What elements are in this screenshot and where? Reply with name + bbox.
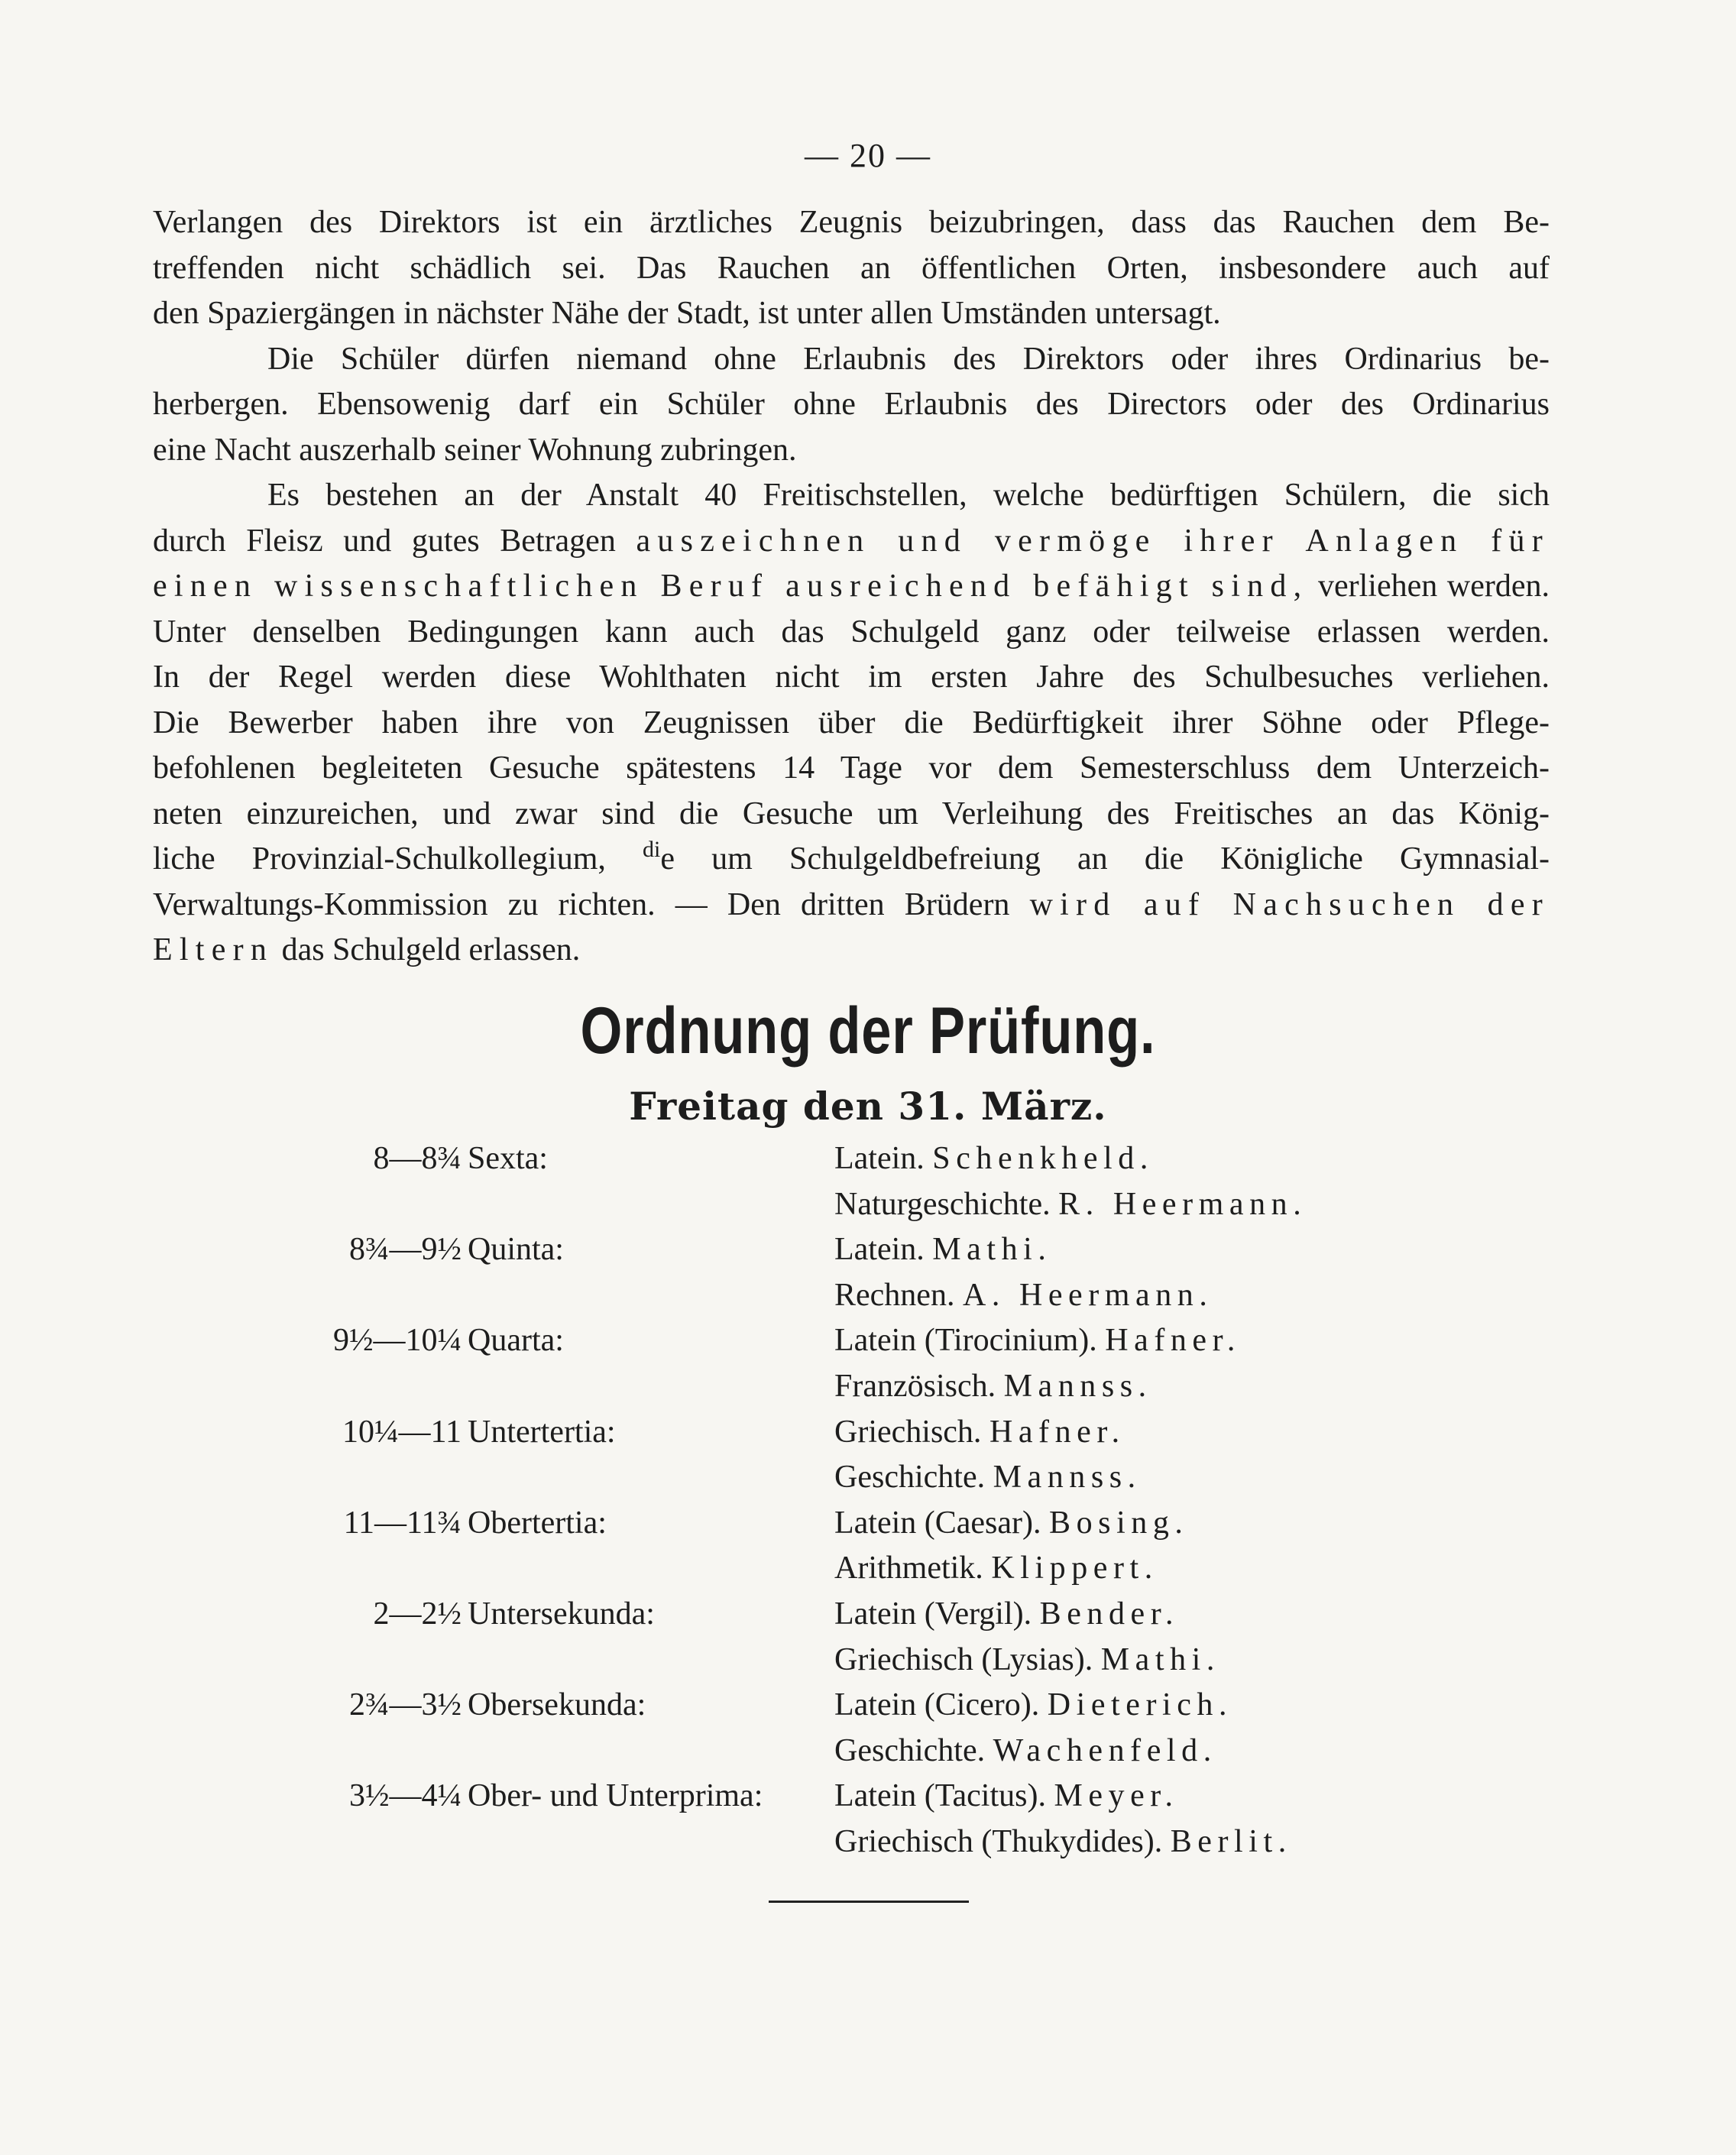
schedule-teacher: Bosing. (1049, 1505, 1189, 1541)
schedule-teacher: Berlit. (1170, 1824, 1292, 1859)
schedule-subject-cell (834, 1181, 1307, 1227)
schedule-subject-cell (834, 1591, 1179, 1637)
text-line (153, 883, 1550, 928)
schedule-subject-cell (834, 1227, 1051, 1272)
schedule-teacher: Hafner. (1105, 1323, 1241, 1359)
schedule-row (0, 1363, 1736, 1409)
schedule-row (0, 1317, 1736, 1363)
text-line (153, 746, 1550, 792)
schedule-subject-cell (834, 1728, 1217, 1774)
text-run: eine Nacht auszerhalb seiner Wohnung zubringen. (153, 432, 797, 468)
text-run: den Spaziergängen in nächster Nähe der Stadt, ist unter allen Umständen untersagt. (153, 296, 1221, 331)
text-run: Unter denselben Bedingungen kann auch das Schulgeld ganz oder teilweise erlassen werden. (153, 614, 1550, 650)
schedule-row (0, 1272, 1736, 1318)
schedule-teacher: Hafner. (989, 1414, 1125, 1450)
schedule-subject-cell (834, 1637, 1220, 1683)
schedule-row (0, 1545, 1736, 1591)
text-run: In der Regel werden diese Wohlthaten nicht im ersten Jahre des Schulbesuches verliehen. (153, 659, 1550, 695)
schedule-class: Untertertia: (468, 1414, 616, 1450)
schedule-class: Quinta: (468, 1232, 564, 1268)
schedule-subject: Arithmetik. (834, 1551, 983, 1586)
schedule-teacher: Bender. (1039, 1596, 1180, 1632)
schedule-subject: Latein (Cicero). (834, 1687, 1040, 1723)
schedule-class: Obersekunda: (468, 1687, 646, 1723)
spaced-emphasis: Eltern (153, 932, 274, 967)
schedule-row (0, 1637, 1736, 1683)
spaced-emphasis: wird auf Nachsuchen der (1029, 886, 1550, 922)
schedule-teacher: Mannss. (993, 1460, 1142, 1496)
text-run: durch Fleisz und gutes Betragen (153, 523, 636, 559)
body-text (153, 200, 1550, 974)
schedule-subject: Geschichte. (834, 1460, 986, 1496)
text-run: herbergen. Ebensowenig darf ein Schüler ohne Erlaubnis des Directors oder des Ordinarius (153, 387, 1550, 422)
schedule-subject-cell (834, 1545, 1158, 1591)
schedule-row (0, 1500, 1736, 1546)
schedule-time: 8—8¾ (373, 1141, 462, 1176)
schedule-row (0, 1181, 1736, 1227)
text-run: Es bestehen an der Anstalt 40 Freitischstellen, welche bedürftigen Schülern, die sich (267, 478, 1550, 513)
schedule-subject-cell (834, 1454, 1142, 1500)
text-line (153, 837, 1550, 883)
schedule-subject: Naturgeschichte. (834, 1186, 1051, 1222)
schedule-class: Obertertia: (468, 1505, 607, 1541)
text-line (153, 928, 1550, 974)
schedule-subject: Latein (Tirocinium). (834, 1323, 1097, 1359)
text-line (153, 200, 1550, 246)
text-run: das Schulgeld erlassen. (274, 932, 581, 967)
schedule-subject: Rechnen. (834, 1277, 955, 1313)
schedule-time: 9½—10¼ (333, 1323, 462, 1359)
schedule-row (0, 1409, 1736, 1455)
text-run: e um Schulgeldbefreiung an die Königliche Gymnasial- (660, 841, 1550, 877)
page-number: — 20 — (805, 137, 931, 174)
schedule-subject-cell (834, 1773, 1179, 1819)
spaced-emphasis: auszeichnen und vermöge ihrer Anlagen für (636, 523, 1550, 559)
schedule-class: Quarta: (468, 1323, 564, 1359)
schedule-subject: Latein (Caesar). (834, 1505, 1041, 1541)
schedule-subject: Latein. (834, 1141, 925, 1176)
text-line (153, 473, 1550, 519)
schedule-teacher: A. Heermann. (962, 1277, 1213, 1313)
spaced-emphasis: einen wissenschaftlichen Beruf ausreichend befähigt sind, (153, 569, 1309, 604)
schedule-subject-cell (834, 1409, 1125, 1455)
schedule-row (0, 1591, 1736, 1637)
text-line (153, 792, 1550, 838)
text-line (153, 382, 1550, 428)
schedule-teacher: Mathi. (932, 1232, 1052, 1268)
text-line (153, 701, 1550, 747)
schedule-teacher: Schenkheld. (932, 1141, 1154, 1176)
schedule-teacher: Wachenfeld. (993, 1732, 1217, 1768)
text-run: Die Bewerber haben ihre von Zeugnissen über die Bedürftigkeit ihrer Söhne oder Pflege- (153, 705, 1550, 740)
schedule-subject-cell (834, 1363, 1152, 1409)
text-run: Verwaltungs-Kommission zu richten. — Den dritten Brüdern (153, 886, 1030, 922)
schedule-row (0, 1773, 1736, 1819)
schedule-teacher: Mannss. (1003, 1369, 1152, 1404)
schedule-subject-cell (834, 1272, 1213, 1318)
divider-rule (769, 1901, 969, 1903)
schedule-time: 10¼—11 (342, 1414, 462, 1450)
schedule-time: 2¾—3½ (349, 1687, 462, 1723)
schedule-teacher: Dieterich. (1047, 1687, 1233, 1723)
schedule-subject: Latein (Vergil). (834, 1596, 1032, 1632)
schedule-subject: Geschichte. (834, 1732, 986, 1768)
text-line (153, 610, 1550, 656)
text-line (153, 519, 1550, 565)
schedule-class: Untersekunda: (468, 1596, 655, 1632)
schedule-row (0, 1136, 1736, 1181)
exam-date: Freitag den 31. März. (629, 1084, 1107, 1129)
schedule-time: 3½—4¼ (349, 1778, 462, 1814)
schedule-subject-cell (834, 1682, 1232, 1728)
schedule-row (0, 1682, 1736, 1728)
text-run: treffenden nicht schädlich sei. Das Rauchen an öffentlichen Orten, insbesondere auch auf (153, 250, 1550, 286)
text-run: liche Provinzial-Schulkollegium, (153, 841, 643, 877)
schedule-time: 8¾—9½ (349, 1232, 462, 1268)
superscript-correction: di (643, 837, 661, 862)
schedule-subject-cell (834, 1136, 1154, 1181)
text-run: neten einzureichen, und zwar sind die Gesuche um Verleihung des Freitisches an das König- (153, 796, 1550, 831)
text-run: Verlangen des Direktors ist ein ärztliches Zeugnis beizubringen, dass das Rauchen dem Be- (153, 205, 1550, 240)
text-run: Die Schüler dürfen niemand ohne Erlaubnis des Direktors oder ihres Ordinarius be- (267, 341, 1550, 377)
schedule-subject-cell (834, 1500, 1188, 1546)
schedule-time: 2—2½ (373, 1596, 462, 1632)
text-run: befohlenen begleiteten Gesuche spätestens 14 Tage vor dem Semesterschluss dem Unterzeich- (153, 750, 1550, 786)
schedule-subject: Griechisch. (834, 1414, 982, 1450)
schedule-row (0, 1728, 1736, 1774)
schedule-teacher: R. Heermann. (1058, 1186, 1307, 1222)
superscript (643, 837, 660, 862)
schedule-subject-cell (834, 1317, 1241, 1363)
schedule-class: Ober- und Unterprima: (468, 1778, 763, 1814)
section-heading: Ordnung der Prüfung. (580, 994, 1156, 1068)
schedule-subject: Griechisch (Thukydides). (834, 1824, 1163, 1859)
schedule-row (0, 1227, 1736, 1272)
schedule-subject: Französisch. (834, 1369, 996, 1404)
schedule-teacher: Mathi. (1100, 1641, 1220, 1677)
schedule-subject: Latein. (834, 1232, 925, 1268)
text-line (153, 428, 1550, 474)
text-line (153, 655, 1550, 701)
schedule-subject: Griechisch (Lysias). (834, 1641, 1093, 1677)
schedule-teacher: Klippert. (991, 1551, 1158, 1586)
schedule-class: Sexta: (468, 1141, 548, 1176)
schedule-teacher: Meyer. (1054, 1778, 1179, 1814)
text-line (153, 337, 1550, 383)
schedule-subject-cell (834, 1819, 1292, 1865)
text-line (153, 246, 1550, 292)
schedule-subject: Latein (Tacitus). (834, 1778, 1046, 1814)
schedule-row (0, 1819, 1736, 1865)
text-run: verliehen werden. (1308, 569, 1550, 604)
text-line (153, 564, 1550, 610)
text-line (153, 291, 1550, 337)
schedule-time: 11—11¾ (343, 1505, 462, 1541)
schedule-row (0, 1454, 1736, 1500)
